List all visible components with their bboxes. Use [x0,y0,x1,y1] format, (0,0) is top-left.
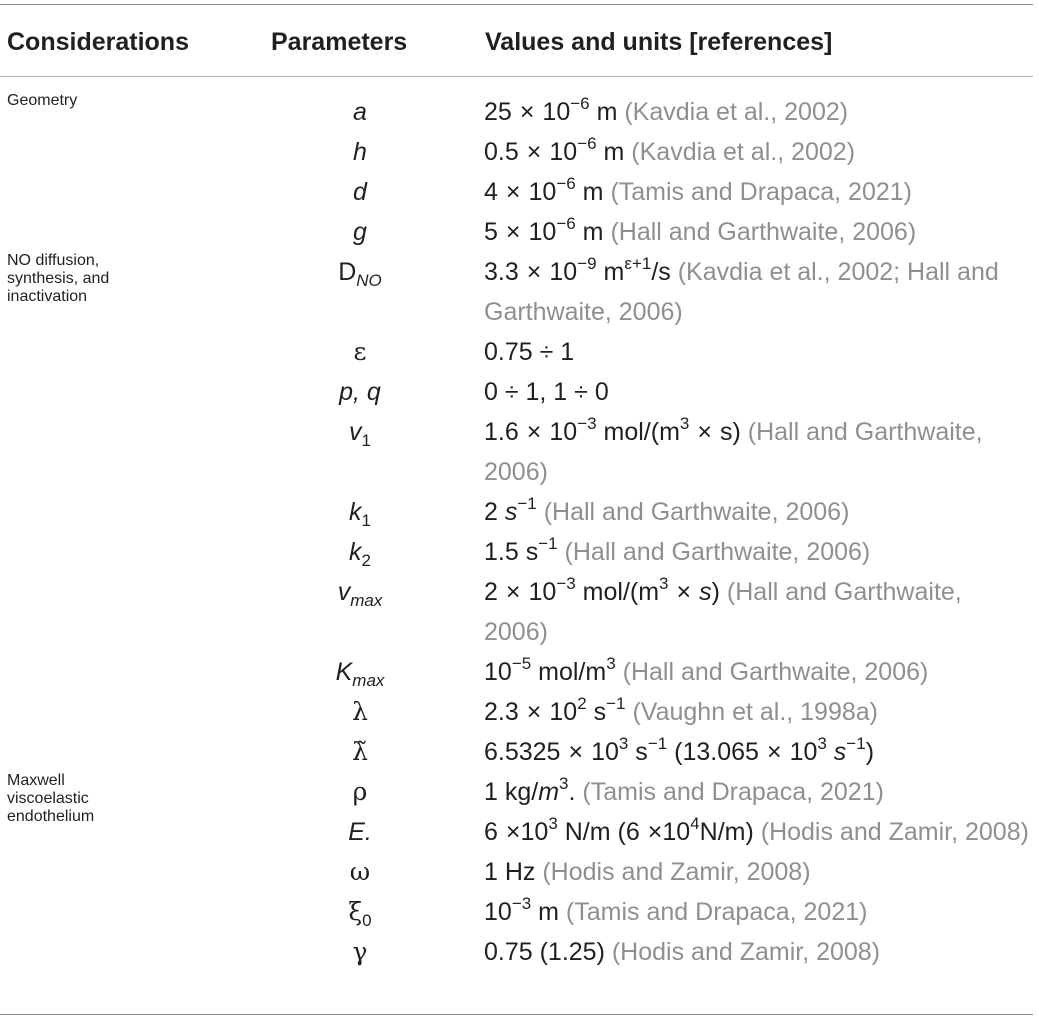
table-row [0,92,1039,132]
param-v1: $v_1$ [349,418,371,450]
reference: (Vaughn et al., 1998a) [632,698,878,726]
reference: (Kavdia et al., 2002) [631,138,856,166]
reference: (Hall and Garthwaite, 2006) [564,538,871,566]
param-lambda: λ [352,697,368,726]
table-row [0,692,1039,732]
param-rho: ρ [352,777,368,806]
group-no-diffusion [0,252,1039,772]
table-row [0,652,1039,692]
header-considerations: Considerations [7,28,189,56]
group-geometry [0,92,1039,252]
table-row [0,892,1039,932]
param-k1: $k_1$ [349,498,371,530]
param-gamma: γ [352,937,368,966]
header-parameters: Parameters [271,28,408,56]
table-row [0,772,1039,812]
value-cell: $10^{-5}$ mol/$m^3$ (Hall and Garthwaite, 2006) [484,653,929,686]
param-k2: $k_2$ [349,538,371,570]
value-cell: 1.5 $s^{-1}$ (Hall and Garthwaite, 2006) [484,533,871,566]
table-row [0,732,1039,772]
param-lambda-tilde: λ̃ [352,737,368,766]
reference: (Tamis and Drapaca, 2021) [582,778,884,806]
table-top-rule [0,4,1033,5]
param-kmax: $K_{max}$ [335,658,385,690]
table-header-row [0,20,1039,64]
consideration-line: NO diffusion, [7,252,100,269]
value-cell: $3.3 \times 10^{-9}$ $m^{\varepsilon+1}/s$ (Kavdia et al., 2002; Hall and Garthwaite, 2006) [484,253,999,326]
reference: (Tamis and Drapaca, 2021) [565,898,868,926]
reference: (Hodis and Zamir, 2008) [542,858,811,886]
reference: (Tamis and Drapaca, 2021) [610,178,912,206]
header-values: Values and units [references] [485,28,833,56]
value-cell: 0 ÷ 1, 1 ÷ 0 [484,378,609,406]
value-cell: 1 Hz (Hodis and Zamir, 2008) [484,858,811,886]
table-row [0,572,1039,652]
param-p-q: p, q [339,378,381,406]
table-row [0,252,1039,332]
consideration-line: Maxwell [7,772,65,789]
value-cell: $2 \times 10^{-3}$ mol/$(m^3 \times s)$ (Hall and Garthwaite, 2006) [484,573,962,646]
table-row [0,372,1039,412]
value-cell: 2 $s^{-1}$ (Hall and Garthwaite, 2006) [484,493,850,526]
reference: (Kavdia et al., 2002; Hall and Garthwaite, 2006) [484,258,999,326]
table-body [0,92,1039,972]
param-omega: ω [349,857,371,886]
reference: (Hodis and Zamir, 2008) [760,818,1029,846]
table-bottom-rule [0,1014,1033,1015]
consideration-line: endothelium [7,808,95,825]
table-row [0,212,1039,252]
reference: (Hall and Garthwaite, 2006) [543,498,850,526]
table-row [0,812,1039,852]
value-cell: $1.6 \times 10^{-3}$ mol/$(m^3 \times s)$ (Hall and Garthwaite, 2006) [484,413,983,486]
reference: (Hall and Garthwaite, 2006) [484,578,962,646]
param-xi0: $\xi_0$ [348,897,372,930]
table-row [0,532,1039,572]
param-e: E. [348,818,372,846]
value-cell: 0.75 (1.25) (Hodis and Zamir, 2008) [484,938,881,966]
value-cell: $0.5 \times 10^{-6}$ m (Kavdia et al., 2002) [484,133,856,166]
param-d-no: $D_{NO}$ [338,258,382,290]
reference: (Hodis and Zamir, 2008) [611,938,881,966]
table-row [0,132,1039,172]
value-cell: $10^{-3}$ m (Tamis and Drapaca, 2021) [484,893,868,926]
value-cell: $6 \times 10^3$ N/m $(6 \times 10^4N/m)$ (Hodis and Zamir, 2008) [484,813,1029,846]
value-cell: $2.3 \times 10^2$ $s^{-1}$ (Vaughn et al., 1998a) [484,693,878,726]
param-h: h [353,138,367,166]
value-cell: $25 \times 10^{-6}$ m (Kavdia et al., 2002) [484,93,849,126]
table-header-rule [0,76,1033,77]
table-row [0,172,1039,212]
param-vmax: $v_{max}$ [337,578,383,610]
param-epsilon: ε [353,337,367,366]
value-cell: $5 \times 10^{-6}$ m (Hall and Garthwaite, 2006) [484,213,917,246]
reference: (Hall and Garthwaite, 2006) [484,418,983,486]
value-cell: $6.5325 \times 10^3$ $s^{-1}$ ($13.065 \times 10^3$ $s^{-1}$) [484,733,875,766]
value-cell: 1 $kg/m^3$. (Tamis and Drapaca, 2021) [484,773,884,806]
reference: (Hall and Garthwaite, 2006) [622,658,929,686]
param-g: g [353,218,367,246]
table-row [0,332,1039,372]
param-a: a [353,98,367,126]
table-row [0,412,1039,492]
consideration-line: synthesis, and [7,270,110,287]
value-cell: 0.75 ÷ 1 [484,338,575,366]
reference: (Kavdia et al., 2002) [624,98,849,126]
consideration-line: inactivation [7,288,88,305]
value-cell: $4 \times 10^{-6}$ m (Tamis and Drapaca, 2021) [484,173,912,206]
table-row [0,492,1039,532]
group-maxwell [0,772,1039,972]
table-row [0,932,1039,972]
consideration-line: Geometry [7,92,78,109]
table-row [0,852,1039,892]
reference: (Hall and Garthwaite, 2006) [610,218,917,246]
param-d: d [353,178,367,206]
consideration-line: viscoelastic [7,790,89,807]
